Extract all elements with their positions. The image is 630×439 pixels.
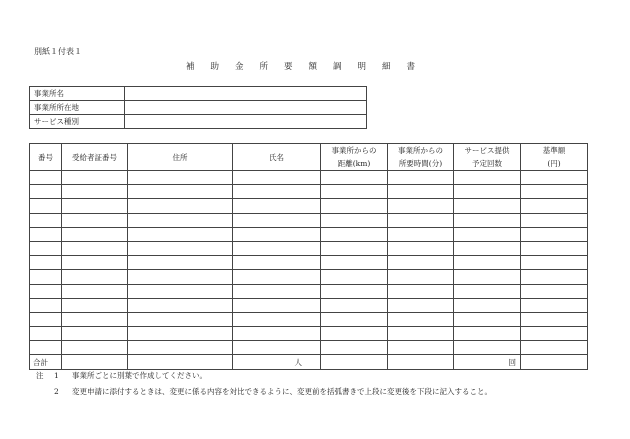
table-row <box>30 199 588 213</box>
column-header <box>388 144 454 171</box>
table-cell[interactable] <box>62 213 128 227</box>
table-row <box>30 284 588 298</box>
table-cell[interactable] <box>388 327 454 341</box>
table-cell[interactable] <box>521 171 588 185</box>
header-line1: 受給者証番号 <box>72 152 117 162</box>
table-cell[interactable] <box>128 327 233 341</box>
info-label: 事業所所在地 <box>30 101 125 115</box>
table-cell[interactable] <box>521 270 588 284</box>
info-row <box>30 101 367 115</box>
table-cell[interactable] <box>454 185 521 199</box>
column-header <box>233 144 321 171</box>
table-cell[interactable] <box>388 241 454 255</box>
table-cell[interactable] <box>30 327 62 341</box>
table-cell[interactable] <box>521 199 588 213</box>
total-cell[interactable] <box>521 355 588 369</box>
title-char: 細 <box>382 62 391 72</box>
table-cell[interactable] <box>454 298 521 312</box>
table-cell[interactable] <box>30 298 62 312</box>
table-row <box>30 270 588 284</box>
table-cell[interactable] <box>321 241 388 255</box>
total-cell: 人 <box>233 355 321 369</box>
document-title <box>186 60 431 72</box>
note-text: 変更申請に添付するときは、変更に係る内容を対比できるように、変更前を括弧書きで上段に変更後を下段に記入すること。 <box>72 387 492 396</box>
header-line1: 住所 <box>172 152 188 162</box>
table-cell[interactable] <box>521 327 588 341</box>
table-cell[interactable] <box>233 227 321 241</box>
table-row <box>30 341 588 355</box>
table-cell[interactable] <box>321 284 388 298</box>
table-cell[interactable] <box>233 270 321 284</box>
table-row <box>30 171 588 185</box>
header-line1: 事業所からの <box>398 146 443 155</box>
table-cell[interactable] <box>30 227 62 241</box>
note-item <box>36 384 492 400</box>
info-value-field[interactable] <box>125 87 367 101</box>
table-cell[interactable] <box>521 298 588 312</box>
header-line1: 基準額 <box>542 146 566 155</box>
table-cell[interactable] <box>521 312 588 326</box>
table-cell[interactable] <box>30 171 62 185</box>
table-cell[interactable] <box>521 341 588 355</box>
table-cell[interactable] <box>454 241 521 255</box>
table-cell[interactable] <box>62 185 128 199</box>
table-cell[interactable] <box>321 256 388 270</box>
header-line2: (円) <box>547 159 561 168</box>
total-cell: 回 <box>454 355 521 369</box>
table-cell[interactable] <box>454 213 521 227</box>
table-cell[interactable] <box>321 171 388 185</box>
total-cell: 合計 <box>30 355 62 369</box>
table-cell[interactable] <box>388 256 454 270</box>
table-cell[interactable] <box>388 185 454 199</box>
column-header <box>454 144 521 171</box>
table-row <box>30 312 588 326</box>
table-cell[interactable] <box>128 284 233 298</box>
table-cell[interactable] <box>128 213 233 227</box>
table-cell[interactable] <box>454 341 521 355</box>
table-cell[interactable] <box>30 185 62 199</box>
table-cell[interactable] <box>454 171 521 185</box>
table-cell[interactable] <box>62 171 128 185</box>
table-cell[interactable] <box>233 185 321 199</box>
info-row <box>30 115 367 129</box>
header-line2: 予定回数 <box>472 159 502 168</box>
table-cell[interactable] <box>233 213 321 227</box>
header-line2: 距離(km) <box>337 159 371 168</box>
table-cell[interactable] <box>30 213 62 227</box>
table-row <box>30 241 588 255</box>
info-value-field[interactable] <box>125 115 367 129</box>
table-row <box>30 227 588 241</box>
table-cell[interactable] <box>128 256 233 270</box>
table-cell[interactable] <box>128 312 233 326</box>
table-cell[interactable] <box>454 270 521 284</box>
table-cell[interactable] <box>388 171 454 185</box>
info-label: 事業所名 <box>30 87 125 101</box>
table-cell[interactable] <box>388 199 454 213</box>
title-char: 額 <box>308 62 318 72</box>
table-cell[interactable] <box>62 298 128 312</box>
table-cell[interactable] <box>454 256 521 270</box>
attachment-label: 別紙１付表１ <box>34 47 82 56</box>
header-line1: 氏名 <box>269 152 284 162</box>
notes-section <box>36 368 492 400</box>
table-cell[interactable] <box>321 327 388 341</box>
table-cell[interactable] <box>233 284 321 298</box>
table-cell[interactable] <box>233 171 321 185</box>
table-cell[interactable] <box>321 213 388 227</box>
table-cell[interactable] <box>62 256 128 270</box>
title-char: 助 <box>210 62 220 72</box>
header-line2: 所要時間(分) <box>398 159 443 168</box>
note-number: 2 <box>54 387 59 396</box>
table-cell[interactable] <box>521 284 588 298</box>
table-cell[interactable] <box>128 227 233 241</box>
column-header <box>321 144 388 171</box>
note-number: 1 <box>54 371 59 380</box>
table-cell[interactable] <box>62 199 128 213</box>
table-cell[interactable] <box>62 241 128 255</box>
column-header <box>62 144 128 171</box>
facility-info-table <box>29 86 367 129</box>
title-char: 金 <box>235 62 244 72</box>
table-cell[interactable] <box>388 284 454 298</box>
table-cell[interactable] <box>62 341 128 355</box>
table-cell[interactable] <box>321 199 388 213</box>
table-cell[interactable] <box>388 213 454 227</box>
table-cell[interactable] <box>128 241 233 255</box>
table-cell[interactable] <box>321 185 388 199</box>
table-cell[interactable] <box>233 341 321 355</box>
title-char: 明 <box>357 62 367 72</box>
table-cell[interactable] <box>233 256 321 270</box>
table-cell[interactable] <box>521 227 588 241</box>
title-char: 調 <box>333 62 342 72</box>
table-cell[interactable] <box>454 199 521 213</box>
table-row <box>30 298 588 312</box>
table-cell[interactable] <box>521 185 588 199</box>
note-item <box>36 368 492 384</box>
table-cell[interactable] <box>388 341 454 355</box>
table-cell[interactable] <box>62 327 128 341</box>
table-cell[interactable] <box>388 270 454 284</box>
table-cell[interactable] <box>454 327 521 341</box>
table-row <box>30 213 588 227</box>
table-cell[interactable] <box>128 270 233 284</box>
table-cell[interactable] <box>62 312 128 326</box>
table-cell[interactable] <box>233 327 321 341</box>
info-row <box>30 87 367 101</box>
total-row <box>30 355 588 369</box>
header-line1: 事業所からの <box>331 146 377 155</box>
table-cell[interactable] <box>233 241 321 255</box>
table-cell[interactable] <box>30 199 62 213</box>
table-cell[interactable] <box>454 227 521 241</box>
table-cell[interactable] <box>321 312 388 326</box>
info-label: サービス種別 <box>30 115 125 129</box>
total-cell[interactable] <box>128 355 233 369</box>
note-text: 事業所ごとに別葉で作成してください。 <box>72 371 207 380</box>
table-cell[interactable] <box>128 341 233 355</box>
column-header <box>30 144 62 171</box>
total-cell[interactable] <box>388 355 454 369</box>
table-cell[interactable] <box>62 227 128 241</box>
header-line1: 番号 <box>38 152 53 162</box>
table-row <box>30 327 588 341</box>
table-cell[interactable] <box>233 298 321 312</box>
total-cell[interactable] <box>62 355 128 369</box>
table-row <box>30 256 588 270</box>
total-cell[interactable] <box>321 355 388 369</box>
column-header <box>128 144 233 171</box>
column-header <box>521 144 588 171</box>
table-cell[interactable] <box>128 199 233 213</box>
title-char: 書 <box>406 62 416 72</box>
table-cell[interactable] <box>521 256 588 270</box>
table-cell[interactable] <box>321 298 388 312</box>
table-cell[interactable] <box>30 341 62 355</box>
table-cell[interactable] <box>521 241 588 255</box>
table-cell[interactable] <box>233 199 321 213</box>
table-cell[interactable] <box>521 213 588 227</box>
table-cell[interactable] <box>388 298 454 312</box>
title-char: 要 <box>284 62 293 72</box>
table-cell[interactable] <box>128 185 233 199</box>
subsidy-detail-table <box>29 143 588 370</box>
header-line1: サービス提供 <box>464 146 510 155</box>
table-row <box>30 185 588 199</box>
table-cell[interactable] <box>454 312 521 326</box>
table-cell[interactable] <box>321 227 388 241</box>
table-cell[interactable] <box>30 312 62 326</box>
table-cell[interactable] <box>388 227 454 241</box>
table-cell[interactable] <box>454 284 521 298</box>
note-prefix: 注 <box>36 371 44 380</box>
table-cell[interactable] <box>30 241 62 255</box>
title-char: 所 <box>259 62 269 72</box>
table-cell[interactable] <box>30 270 62 284</box>
table-cell[interactable] <box>30 284 62 298</box>
table-cell[interactable] <box>388 312 454 326</box>
table-cell[interactable] <box>62 270 128 284</box>
table-cell[interactable] <box>321 270 388 284</box>
table-cell[interactable] <box>321 341 388 355</box>
table-cell[interactable] <box>30 256 62 270</box>
table-cell[interactable] <box>128 171 233 185</box>
info-value-field[interactable] <box>125 101 367 115</box>
table-cell[interactable] <box>62 284 128 298</box>
title-char: 補 <box>186 62 195 72</box>
table-cell[interactable] <box>128 298 233 312</box>
table-cell[interactable] <box>233 312 321 326</box>
